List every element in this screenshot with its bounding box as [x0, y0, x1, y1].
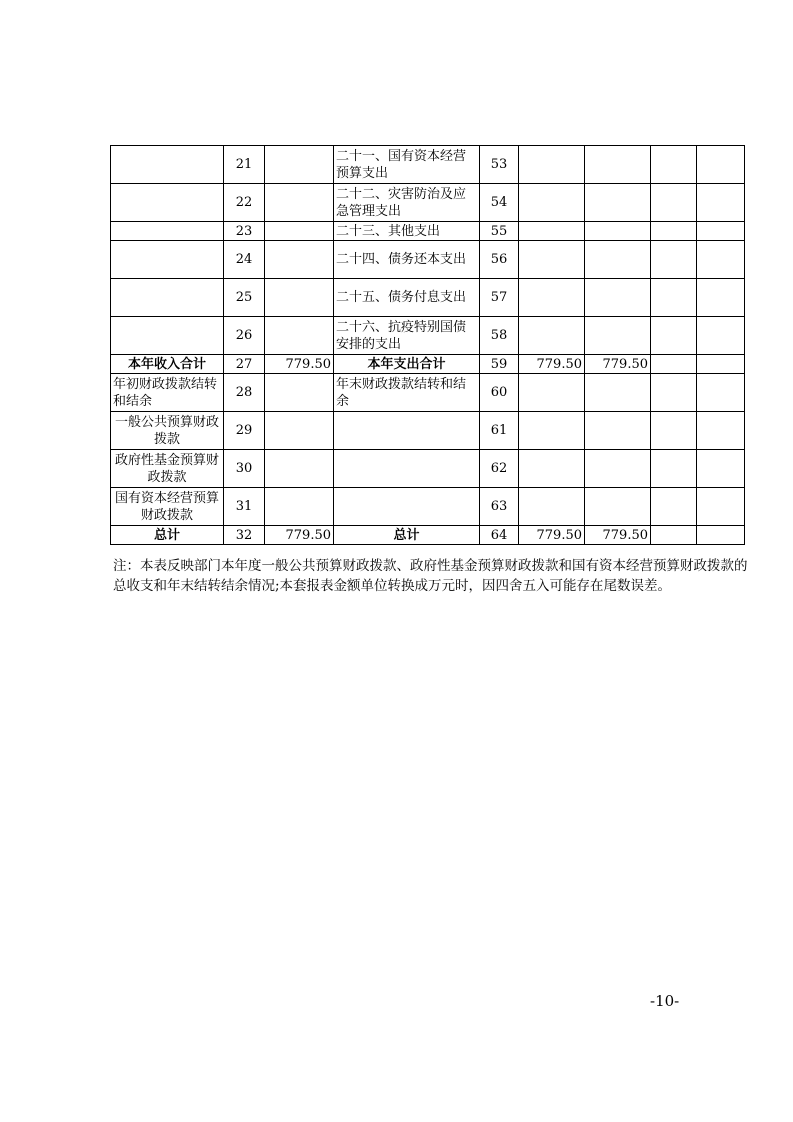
- expense-fund-budget-cell: [651, 488, 697, 526]
- expense-line-number: 57: [480, 279, 519, 317]
- expense-general-budget-cell: [585, 279, 651, 317]
- expense-grand-total-label: 总计: [334, 526, 480, 545]
- expense-state-capital-cell: [697, 279, 745, 317]
- income-line-number: 26: [224, 317, 265, 355]
- income-line-number: 27: [224, 355, 265, 374]
- income-item-cell: 年初财政拨款结转和结余: [111, 374, 224, 412]
- income-item-cell: 一般公共预算财政拨款: [111, 412, 224, 450]
- page-number: -10-: [650, 992, 680, 1010]
- expense-fund-budget-cell: [651, 317, 697, 355]
- expense-fund-budget-cell: [651, 526, 697, 545]
- income-amount-cell: [265, 241, 334, 279]
- income-item-cell: [111, 184, 224, 222]
- income-item-cell: [111, 317, 224, 355]
- expense-general-budget-cell: 779.50: [585, 355, 651, 374]
- expense-item-cell: 二十五、债务付息支出: [334, 279, 480, 317]
- income-line-number: 31: [224, 488, 265, 526]
- table-row: [111, 146, 745, 184]
- table-row: [111, 526, 745, 545]
- income-item-cell: [111, 222, 224, 241]
- table-row: [111, 279, 745, 317]
- expense-total-cell: [519, 222, 585, 241]
- expense-total-cell: [519, 450, 585, 488]
- expense-total-cell: [519, 184, 585, 222]
- expense-state-capital-cell: [697, 355, 745, 374]
- income-line-number: 28: [224, 374, 265, 412]
- income-grand-total-label: 总计: [111, 526, 224, 545]
- income-item-cell: 政府性基金预算财政拨款: [111, 450, 224, 488]
- expense-general-budget-cell: [585, 374, 651, 412]
- income-amount-cell: [265, 317, 334, 355]
- table-row: [111, 488, 745, 526]
- income-amount-cell: [265, 488, 334, 526]
- income-amount-cell: [265, 412, 334, 450]
- income-item-cell: 国有资本经营预算财政拨款: [111, 488, 224, 526]
- expense-item-cell: 二十四、债务还本支出: [334, 241, 480, 279]
- expense-total-cell: [519, 412, 585, 450]
- expense-line-number: 62: [480, 450, 519, 488]
- income-line-number: 25: [224, 279, 265, 317]
- income-amount-cell: [265, 146, 334, 184]
- expense-total-cell: 779.50: [519, 355, 585, 374]
- expense-total-cell: [519, 146, 585, 184]
- income-subtotal-label: 本年收入合计: [111, 355, 224, 374]
- expense-fund-budget-cell: [651, 355, 697, 374]
- table-row: [111, 241, 745, 279]
- income-amount-cell: 779.50: [265, 355, 334, 374]
- expense-line-number: 60: [480, 374, 519, 412]
- expense-state-capital-cell: [697, 184, 745, 222]
- table-footnote: 注：本表反映部门本年度一般公共预算财政拨款、政府性基金预算财政拨款和国有资本经营预算财政拨款的总收支和年末结转结余情况;本套报表金额单位转换成万元时，因四舍五入可能存在尾数误差。: [113, 558, 748, 594]
- table-row: [111, 450, 745, 488]
- expense-state-capital-cell: [697, 412, 745, 450]
- table-row: [111, 317, 745, 355]
- income-amount-cell: [265, 374, 334, 412]
- expense-line-number: 53: [480, 146, 519, 184]
- expense-state-capital-cell: [697, 222, 745, 241]
- expense-state-capital-cell: [697, 526, 745, 545]
- expense-general-budget-cell: [585, 146, 651, 184]
- expense-total-cell: [519, 241, 585, 279]
- expense-line-number: 58: [480, 317, 519, 355]
- expense-line-number: 64: [480, 526, 519, 545]
- expense-item-cell: [334, 412, 480, 450]
- expense-state-capital-cell: [697, 488, 745, 526]
- expense-total-cell: [519, 374, 585, 412]
- expense-total-cell: 779.50: [519, 526, 585, 545]
- expense-state-capital-cell: [697, 317, 745, 355]
- expense-item-cell: 二十二、灾害防治及应急管理支出: [334, 184, 480, 222]
- expense-fund-budget-cell: [651, 222, 697, 241]
- income-amount-cell: [265, 450, 334, 488]
- expense-total-cell: [519, 488, 585, 526]
- expense-fund-budget-cell: [651, 412, 697, 450]
- expense-line-number: 56: [480, 241, 519, 279]
- table-row: [111, 374, 745, 412]
- expense-fund-budget-cell: [651, 184, 697, 222]
- expense-general-budget-cell: [585, 412, 651, 450]
- income-amount-cell: 779.50: [265, 526, 334, 545]
- income-line-number: 29: [224, 412, 265, 450]
- expense-item-cell: [334, 450, 480, 488]
- expense-state-capital-cell: [697, 374, 745, 412]
- expense-fund-budget-cell: [651, 374, 697, 412]
- expense-general-budget-cell: [585, 184, 651, 222]
- table-row: [111, 355, 745, 374]
- income-amount-cell: [265, 222, 334, 241]
- expense-state-capital-cell: [697, 450, 745, 488]
- income-amount-cell: [265, 184, 334, 222]
- expense-item-cell: 二十六、抗疫特别国债安排的支出: [334, 317, 480, 355]
- expense-line-number: 63: [480, 488, 519, 526]
- income-line-number: 30: [224, 450, 265, 488]
- table-row: [111, 184, 745, 222]
- income-item-cell: [111, 241, 224, 279]
- income-line-number: 23: [224, 222, 265, 241]
- expense-line-number: 55: [480, 222, 519, 241]
- income-line-number: 22: [224, 184, 265, 222]
- income-item-cell: [111, 146, 224, 184]
- expense-item-cell: [334, 488, 480, 526]
- expense-line-number: 61: [480, 412, 519, 450]
- expense-state-capital-cell: [697, 241, 745, 279]
- fiscal-appropriation-table: [110, 145, 745, 545]
- expense-item-cell: 二十一、国有资本经营预算支出: [334, 146, 480, 184]
- income-amount-cell: [265, 279, 334, 317]
- income-line-number: 24: [224, 241, 265, 279]
- expense-item-cell: 二十三、其他支出: [334, 222, 480, 241]
- expense-fund-budget-cell: [651, 279, 697, 317]
- expense-subtotal-label: 本年支出合计: [334, 355, 480, 374]
- income-item-cell: [111, 279, 224, 317]
- expense-fund-budget-cell: [651, 146, 697, 184]
- income-line-number: 32: [224, 526, 265, 545]
- expense-line-number: 54: [480, 184, 519, 222]
- expense-fund-budget-cell: [651, 241, 697, 279]
- expense-total-cell: [519, 279, 585, 317]
- expense-line-number: 59: [480, 355, 519, 374]
- table-row: [111, 222, 745, 241]
- expense-general-budget-cell: 779.50: [585, 526, 651, 545]
- expense-state-capital-cell: [697, 146, 745, 184]
- expense-fund-budget-cell: [651, 450, 697, 488]
- expense-total-cell: [519, 317, 585, 355]
- expense-item-cell: 年末财政拨款结转和结余: [334, 374, 480, 412]
- expense-general-budget-cell: [585, 222, 651, 241]
- income-line-number: 21: [224, 146, 265, 184]
- expense-general-budget-cell: [585, 241, 651, 279]
- expense-general-budget-cell: [585, 317, 651, 355]
- expense-general-budget-cell: [585, 488, 651, 526]
- table-row: [111, 412, 745, 450]
- expense-general-budget-cell: [585, 450, 651, 488]
